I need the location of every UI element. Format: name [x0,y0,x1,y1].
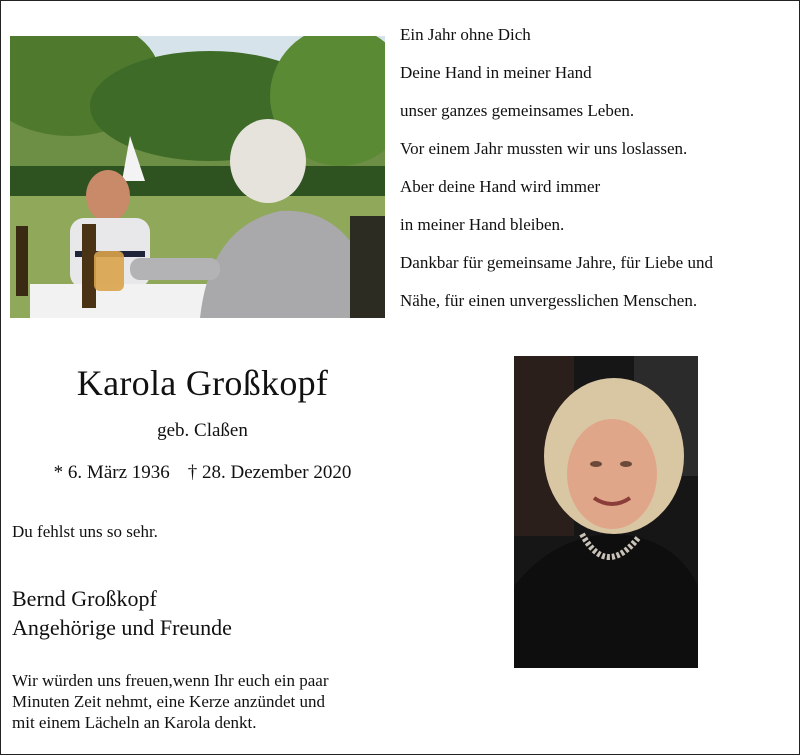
poem-line: in meiner Hand bleiben. [400,215,565,234]
poem [400,24,790,328]
note-line: Minuten Zeit nehmt, eine Kerze anzündet und [12,692,325,711]
signers [12,584,232,642]
signer-name: Angehörige und Freunde [12,615,232,640]
signer-name: Bernd Großkopf [12,586,157,611]
poem-line: Ein Jahr ohne Dich [400,25,531,44]
life-dates [10,462,395,484]
deceased-name: Karola Großkopf [76,363,329,403]
poem-line: Aber deine Hand wird immer [400,177,601,196]
photo-couple-outdoor [10,36,385,318]
poem-line: Nähe, für einen unvergesslichen Menschen. [400,291,698,310]
closing-note [12,670,407,733]
death-date: † 28. Dezember 2020 [187,462,352,483]
note-line: mit einem Lächeln an Karola denkt. [12,713,257,732]
poem-line: unser ganzes gemeinsames Leben. [400,101,635,120]
maiden-name: geb. Claßen [157,420,248,441]
birth-date: * 6. März 1936 [53,462,170,483]
note-line: Wir würden uns freuen,wenn Ihr euch ein paar [12,671,329,690]
poem-line: Vor einem Jahr mussten wir uns loslassen. [400,139,688,158]
poem-line: Dankbar für gemeinsame Jahre, für Liebe und [400,253,713,272]
miss-text: Du fehlst uns so sehr. [12,522,158,541]
poem-line: Deine Hand in meiner Hand [400,63,592,82]
portrait-photo [514,356,698,668]
